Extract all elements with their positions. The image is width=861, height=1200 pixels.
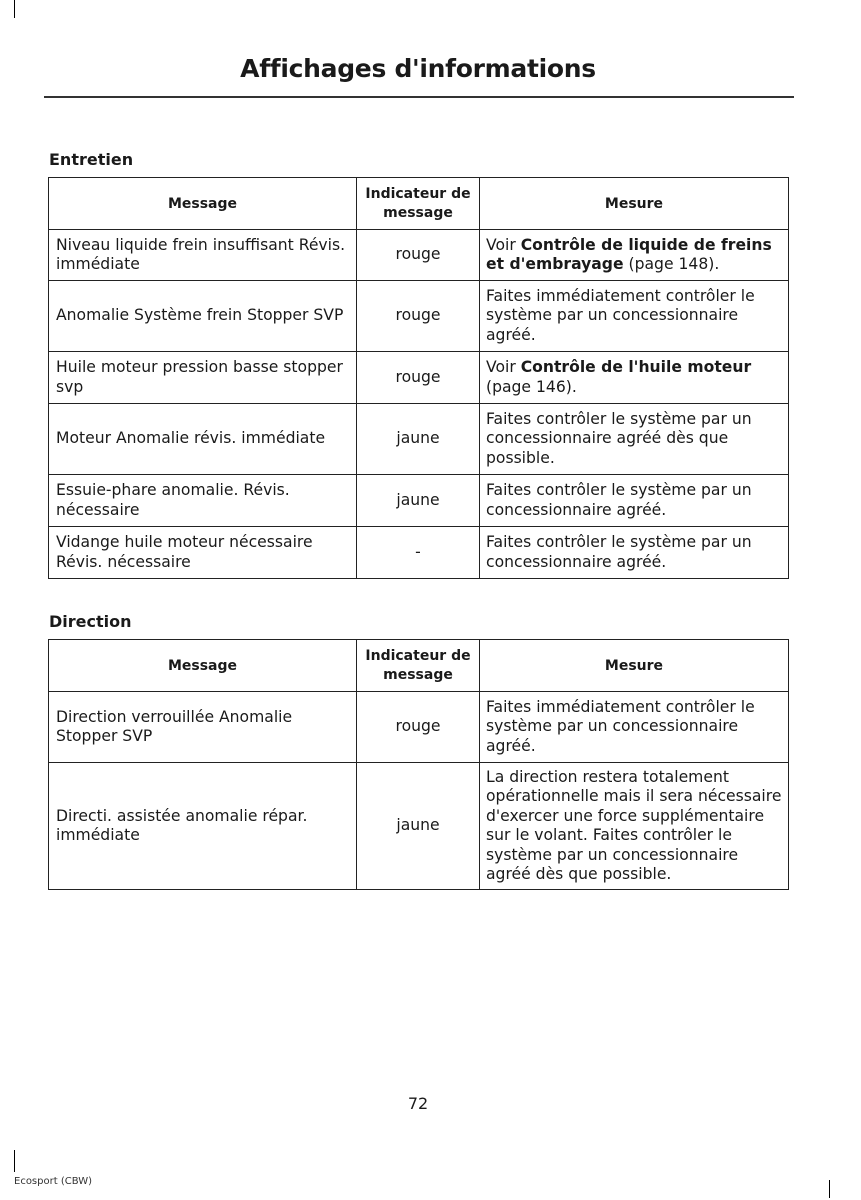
table-row bbox=[49, 352, 789, 404]
table-row bbox=[49, 230, 789, 281]
measure-cell: Faites contrôler le système par un concessionnaire agréé. bbox=[480, 527, 789, 579]
measure-cell: Faites contrôler le système par un concessionnaire agréé. bbox=[480, 475, 789, 527]
measure-reference: Contrôle de l'huile moteur bbox=[520, 358, 752, 376]
table-row bbox=[49, 527, 789, 579]
message-cell: Directi. assistée anomalie répar. immédiate bbox=[49, 763, 357, 890]
crop-mark-bottom-right bbox=[829, 1180, 830, 1198]
indicator-cell: rouge bbox=[357, 692, 480, 763]
crop-mark-bottom-left bbox=[14, 1150, 15, 1172]
message-cell: Anomalie Système frein Stopper SVP bbox=[49, 281, 357, 352]
measure-cell bbox=[480, 230, 789, 281]
table-row bbox=[49, 763, 789, 890]
section-title-direction: Direction bbox=[49, 612, 132, 631]
page-title: Affichages d'informations bbox=[240, 54, 596, 83]
table-row bbox=[49, 475, 789, 527]
indicator-cell: jaune bbox=[357, 763, 480, 890]
table-row bbox=[49, 281, 789, 352]
measure-reference: Contrôle de liquide de freins et d'embrayage bbox=[486, 235, 772, 273]
entretien-table bbox=[48, 177, 789, 579]
table-header-row bbox=[49, 178, 789, 230]
table-row bbox=[49, 404, 789, 475]
column-header-message: Message bbox=[49, 178, 357, 230]
title-divider bbox=[44, 96, 794, 98]
direction-table bbox=[48, 639, 789, 890]
message-cell: Huile moteur pression basse stopper svp bbox=[49, 352, 357, 404]
measure-cell: La direction restera totalement opérationnelle mais il sera nécessaire d'exercer une force supplémentaire sur le volant. Faites contrôler le système par un concessionnaire agréé dès que possible. bbox=[480, 763, 789, 890]
indicator-cell: rouge bbox=[357, 230, 480, 281]
indicator-cell: jaune bbox=[357, 404, 480, 475]
page-number: 72 bbox=[407, 1094, 429, 1113]
table-header-row bbox=[49, 640, 789, 692]
measure-prefix: Voir bbox=[486, 235, 521, 254]
indicator-cell: - bbox=[357, 527, 480, 579]
measure-cell: Faites contrôler le système par un concessionnaire agréé dès que possible. bbox=[480, 404, 789, 475]
measure-suffix: (page 146). bbox=[486, 377, 577, 396]
message-cell: Essuie-phare anomalie. Révis. nécessaire bbox=[49, 475, 357, 527]
measure-cell: Faites immédiatement contrôler le système par un concessionnaire agréé. bbox=[480, 692, 789, 763]
indicator-cell: rouge bbox=[357, 352, 480, 404]
message-cell: Vidange huile moteur nécessaire Révis. nécessaire bbox=[49, 527, 357, 579]
message-cell: Niveau liquide frein insuffisant Révis. immédiate bbox=[49, 230, 357, 281]
measure-prefix: Voir bbox=[486, 358, 521, 376]
crop-mark-top-left bbox=[14, 0, 15, 18]
message-cell: Moteur Anomalie révis. immédiate bbox=[49, 404, 357, 475]
column-header-message: Message bbox=[49, 640, 357, 692]
section-title-entretien: Entretien bbox=[49, 150, 134, 169]
message-cell: Direction verrouillée Anomalie Stopper SVP bbox=[49, 692, 357, 763]
indicator-cell: jaune bbox=[357, 475, 480, 527]
measure-suffix: (page 148). bbox=[623, 255, 720, 273]
indicator-cell: rouge bbox=[357, 281, 480, 352]
measure-cell: Faites immédiatement contrôler le système par un concessionnaire agréé. bbox=[480, 281, 789, 352]
column-header-indicator: Indicateur de message bbox=[357, 178, 480, 230]
footer-model: Ecosport (CBW) bbox=[14, 1176, 92, 1187]
column-header-indicator: Indicateur de message bbox=[357, 640, 480, 692]
column-header-mesure: Mesure bbox=[480, 178, 789, 230]
column-header-mesure: Mesure bbox=[480, 640, 789, 692]
measure-cell bbox=[480, 352, 789, 404]
table-row bbox=[49, 692, 789, 763]
